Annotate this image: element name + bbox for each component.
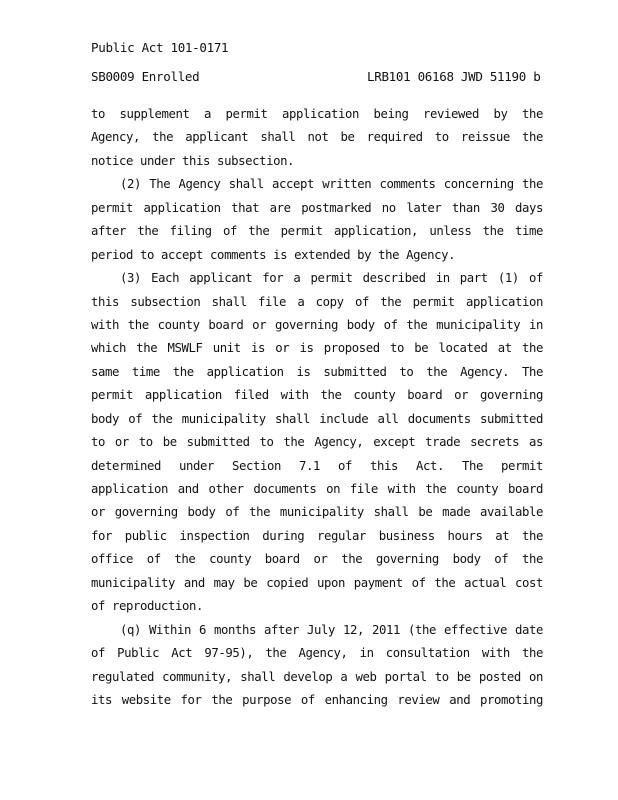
public-act-title: Public Act 101-0171	[91, 40, 229, 55]
text-line: to or to be submitted to the Agency, except trade secrets as	[91, 435, 543, 450]
lrb-number: LRB101 06168 JWD 51190 b	[367, 69, 541, 84]
text-line: or governing body of the municipality shall be made available	[91, 505, 543, 520]
statute-body-text	[91, 103, 543, 712]
paragraph-2-start: (2) The Agency shall accept written comments concerning the	[120, 177, 543, 192]
paragraph-q-start: (q) Within 6 months after July 12, 2011 (the effective date	[120, 622, 543, 637]
text-line: regulated community, shall develop a web portal to be posted on	[91, 669, 543, 684]
text-line: permit application that are postmarked no later than 30 days	[91, 200, 543, 215]
paragraph-3-start: (3) Each applicant for a permit described in part (1) of	[120, 271, 543, 286]
text-line: period to accept comments is extended by the Agency.	[91, 247, 456, 262]
text-line: permit application filed with the county board or governing	[91, 388, 543, 403]
text-line: which the MSWLF unit is or is proposed to be located at the	[91, 341, 543, 356]
text-line: of Public Act 97-95), the Agency, in consultation with the	[91, 646, 543, 661]
text-line: with the county board or governing body of the municipality in	[91, 317, 543, 332]
text-line: this subsection shall file a copy of the permit application	[91, 294, 543, 309]
text-line: after the filing of the permit application, unless the time	[91, 224, 543, 239]
text-line: of reproduction.	[91, 599, 204, 614]
text-line: to supplement a permit application being reviewed by the	[91, 107, 543, 121]
text-line: its website for the purpose of enhancing review and promoting	[91, 692, 543, 707]
text-line: application and other documents on file with the county board	[91, 482, 543, 496]
text-line: municipality and may be copied upon payment of the actual cost	[91, 575, 543, 590]
text-line: determined under Section 7.1 of this Act. The permit	[91, 458, 543, 473]
text-line: Agency, the applicant shall not be required to reissue the	[91, 130, 543, 145]
bill-number: SB0009 Enrolled	[91, 69, 200, 84]
text-line: notice under this subsection.	[91, 153, 295, 168]
text-line: office of the county board or the governing body of the	[91, 552, 543, 567]
text-line: body of the municipality shall include all documents submitted	[91, 411, 543, 426]
text-line: for public inspection during regular business hours at the	[91, 528, 543, 543]
text-line: same time the application is submitted to the Agency. The	[91, 364, 543, 379]
